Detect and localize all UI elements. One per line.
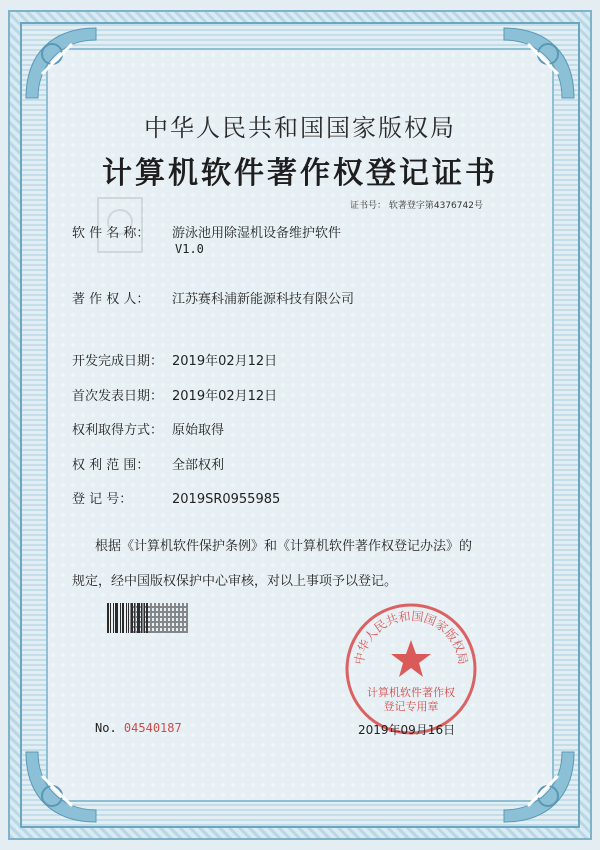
field-rights-scope bbox=[72, 454, 224, 473]
field-value: 游泳池用除湿机设备维护软件 bbox=[172, 226, 342, 241]
field-software-name bbox=[72, 222, 341, 241]
field-label: 软 件 名 称： bbox=[72, 226, 150, 241]
field-label: 权利取得方式： bbox=[72, 423, 164, 438]
statement-line-2: 规定，经中国版权保护中心审核，对以上事项予以登记。 bbox=[72, 574, 398, 589]
field-value: 2019年02月12日 bbox=[172, 389, 278, 404]
barcode-bar bbox=[115, 603, 118, 633]
field-label: 著 作 权 人： bbox=[72, 292, 150, 307]
seal-line-1: 计算机软件著作权 bbox=[367, 686, 455, 699]
barcode-bar bbox=[107, 603, 109, 633]
field-acquisition-method bbox=[72, 419, 224, 438]
field-copyright-owner bbox=[72, 288, 354, 307]
barcode-bar bbox=[122, 603, 124, 633]
seal-top-text: 中华人民共和国国家版权局 bbox=[351, 608, 471, 666]
field-value: 全部权利 bbox=[172, 458, 225, 473]
issuing-authority: 中华人民共和国国家版权局 bbox=[144, 114, 456, 142]
field-registration-number bbox=[72, 488, 280, 507]
matrix-code-icon bbox=[130, 603, 188, 633]
official-seal bbox=[342, 600, 480, 738]
field-completion-date bbox=[72, 350, 277, 369]
field-label: 登 记 号： bbox=[72, 492, 133, 507]
field-value: 2019年02月12日 bbox=[172, 354, 278, 369]
corner-ornament-icon bbox=[500, 24, 578, 102]
certificate-number: 证书号： 软著登字第4376742号 bbox=[350, 201, 483, 211]
serial-number bbox=[95, 721, 182, 735]
seal-line-2: 登记专用章 bbox=[383, 700, 439, 713]
field-value: 原始取得 bbox=[172, 423, 225, 438]
issue-date: 2019年09月16日 bbox=[358, 723, 456, 737]
barcode-bar bbox=[126, 603, 127, 633]
barcode-bar bbox=[128, 603, 129, 633]
barcode-bar bbox=[110, 603, 111, 633]
serial-value: 04540187 bbox=[123, 721, 182, 735]
star-icon bbox=[391, 640, 431, 677]
software-version: V1.0 bbox=[175, 242, 204, 256]
barcode-bar bbox=[120, 603, 121, 633]
corner-ornament-icon bbox=[22, 24, 100, 102]
corner-ornament-icon bbox=[22, 748, 100, 826]
certificate-title: 计算机软件著作权登记证书 bbox=[102, 156, 498, 191]
field-value: 江苏赛科浦新能源科技有限公司 bbox=[172, 292, 355, 307]
corner-ornament-icon bbox=[500, 748, 578, 826]
serial-prefix: No. bbox=[95, 721, 117, 735]
field-publication-date bbox=[72, 385, 277, 404]
field-label: 权 利 范 围： bbox=[72, 458, 150, 473]
barcode-bar bbox=[113, 603, 114, 633]
field-value: 2019SR0955985 bbox=[172, 492, 281, 507]
field-label: 开发完成日期： bbox=[72, 354, 164, 369]
statement-line-1: 根据《计算机软件保护条例》和《计算机软件著作权登记办法》的 bbox=[95, 539, 473, 554]
field-label: 首次发表日期： bbox=[72, 389, 164, 404]
